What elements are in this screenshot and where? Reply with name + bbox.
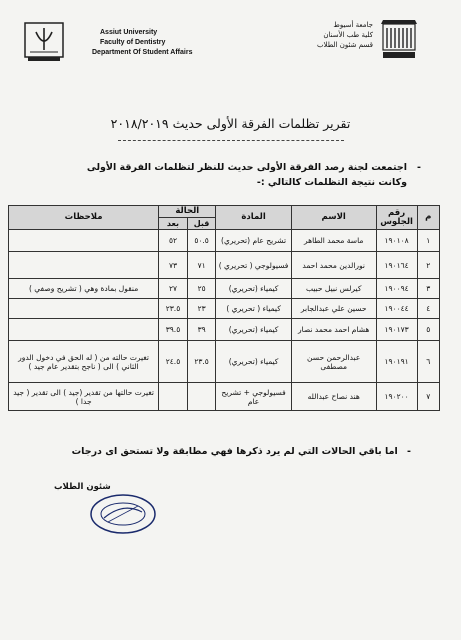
- header-seat: رقم الجلوس: [376, 206, 417, 230]
- header-notes: ملاحظات: [9, 206, 159, 230]
- row-before: [187, 383, 216, 411]
- university-logo: [379, 18, 419, 62]
- row-seat: ١٩٠١٩١: [376, 341, 417, 383]
- table-row: [9, 383, 440, 411]
- official-stamp: [88, 492, 158, 536]
- intro-paragraph: [67, 160, 421, 190]
- row-seat: ١٩٠٠٩٤: [376, 279, 417, 299]
- english-header: [60, 28, 220, 58]
- report-title: تقرير تظلمات الفرقة الأولى حديث ٢٠١٨/٢٠١٩: [110, 116, 351, 131]
- row-num: ٥: [417, 319, 439, 341]
- row-after: ٧٣: [159, 252, 188, 279]
- table-row: [9, 279, 440, 299]
- row-before: ٢٣.٥: [187, 341, 216, 383]
- row-after: ٣٩.٥: [159, 319, 188, 341]
- row-name: حسين علي عبدالجابر: [291, 299, 376, 319]
- row-num: ٧: [417, 383, 439, 411]
- university-name-ar: جامعة أسيوط: [333, 21, 373, 29]
- grievances-table: [8, 205, 440, 411]
- row-subject: تشريح عام (تحريري): [216, 230, 291, 252]
- row-after: ٥٢: [159, 230, 188, 252]
- department-name-en: Department Of Student Affairs: [92, 49, 193, 56]
- row-after: ٢٣.٥: [159, 299, 188, 319]
- row-seat: ١٩٠٢٠٠: [376, 383, 417, 411]
- row-seat: ١٩٠١٠٨: [376, 230, 417, 252]
- closing-statement: [41, 446, 411, 457]
- table-row: [9, 319, 440, 341]
- header-name: الاسم: [291, 206, 376, 230]
- header-status: الحالة: [159, 206, 216, 218]
- row-subject: كيمياء (تحريري): [216, 341, 291, 383]
- arabic-header: [253, 20, 373, 50]
- row-before: ٥٠.٥: [187, 230, 216, 252]
- row-after: ٢٧: [159, 279, 188, 299]
- row-num: ١: [417, 230, 439, 252]
- closing-text: اما باقي الحالات التي لم يرد ذكرها فهي مطابقة ولا تستحق اى درجات: [71, 446, 398, 457]
- row-num: ٦: [417, 341, 439, 383]
- row-seat: ١٩٠٠٤٤: [376, 299, 417, 319]
- table-row: [9, 252, 440, 279]
- table-row: [9, 230, 440, 252]
- row-name: هند نصاح عبدالله: [291, 383, 376, 411]
- intro-dash: -: [417, 162, 421, 173]
- university-name-en: Assiut University: [100, 29, 158, 36]
- row-num: ٣: [417, 279, 439, 299]
- header-num: م: [417, 206, 439, 230]
- row-before: ٢٥: [187, 279, 216, 299]
- table-row: [9, 341, 440, 383]
- row-before: ٢٣: [187, 299, 216, 319]
- header-before: قبل: [187, 218, 216, 230]
- signature-label: شئون الطلاب: [54, 482, 111, 492]
- row-notes: منقول بمادة وهي ( تشريح وصفي ): [9, 279, 159, 299]
- row-name: ماسة محمد الطاهر: [291, 230, 376, 252]
- row-notes: [9, 230, 159, 252]
- row-name: نورالدين محمد احمد: [291, 252, 376, 279]
- row-subject: فسيولوجي + تشريح عام: [216, 383, 291, 411]
- row-notes: تغيرت حالته من ( له الحق في دخول الدور الثاني ) الى ( ناجح بتقدير عام جيد ): [9, 341, 159, 383]
- row-name: عبدالرحمن حسن مصطفى: [291, 341, 376, 383]
- header-subject: المادة: [216, 206, 291, 230]
- row-num: ٢: [417, 252, 439, 279]
- row-name: كيرلس نبيل حبيب: [291, 279, 376, 299]
- closing-dash: -: [407, 446, 411, 457]
- row-notes: تغيرت حالتها من تقدير (جيد ) الى تقدير ( جيد جدا ): [9, 383, 159, 411]
- row-notes: [9, 299, 159, 319]
- row-subject: كيمياء ( تحريري ): [216, 299, 291, 319]
- department-name-ar: قسم شئون الطلاب: [316, 41, 373, 49]
- row-after: [159, 383, 188, 411]
- row-notes: [9, 319, 159, 341]
- row-before: ٧١: [187, 252, 216, 279]
- faculty-name-en: Faculty of Dentistry: [100, 39, 166, 46]
- header-after: بعد: [159, 218, 188, 230]
- row-seat: ١٩٠١٦٤: [376, 252, 417, 279]
- table-row: [9, 299, 440, 319]
- row-after: ٢٤.٥: [159, 341, 188, 383]
- row-notes: [9, 252, 159, 279]
- faculty-name-ar: كلية طب الأسنان: [323, 31, 373, 39]
- title-divider: [118, 140, 344, 141]
- row-seat: ١٩٠١٧٣: [376, 319, 417, 341]
- row-subject: كيمياء (تحريري): [216, 319, 291, 341]
- row-subject: فسيولوجي ( تحريري ): [216, 252, 291, 279]
- row-name: هشام احمد محمد نصار: [291, 319, 376, 341]
- row-before: ٣٩: [187, 319, 216, 341]
- row-subject: كيمياء (تحريري): [216, 279, 291, 299]
- intro-text: اجتمعت لجنة رصد الفرقة الأولى حديث للنظر لتظلمات الفرقة الأولى وكانت نتيجة التظلمات كالتالي :-: [86, 162, 407, 188]
- row-num: ٤: [417, 299, 439, 319]
